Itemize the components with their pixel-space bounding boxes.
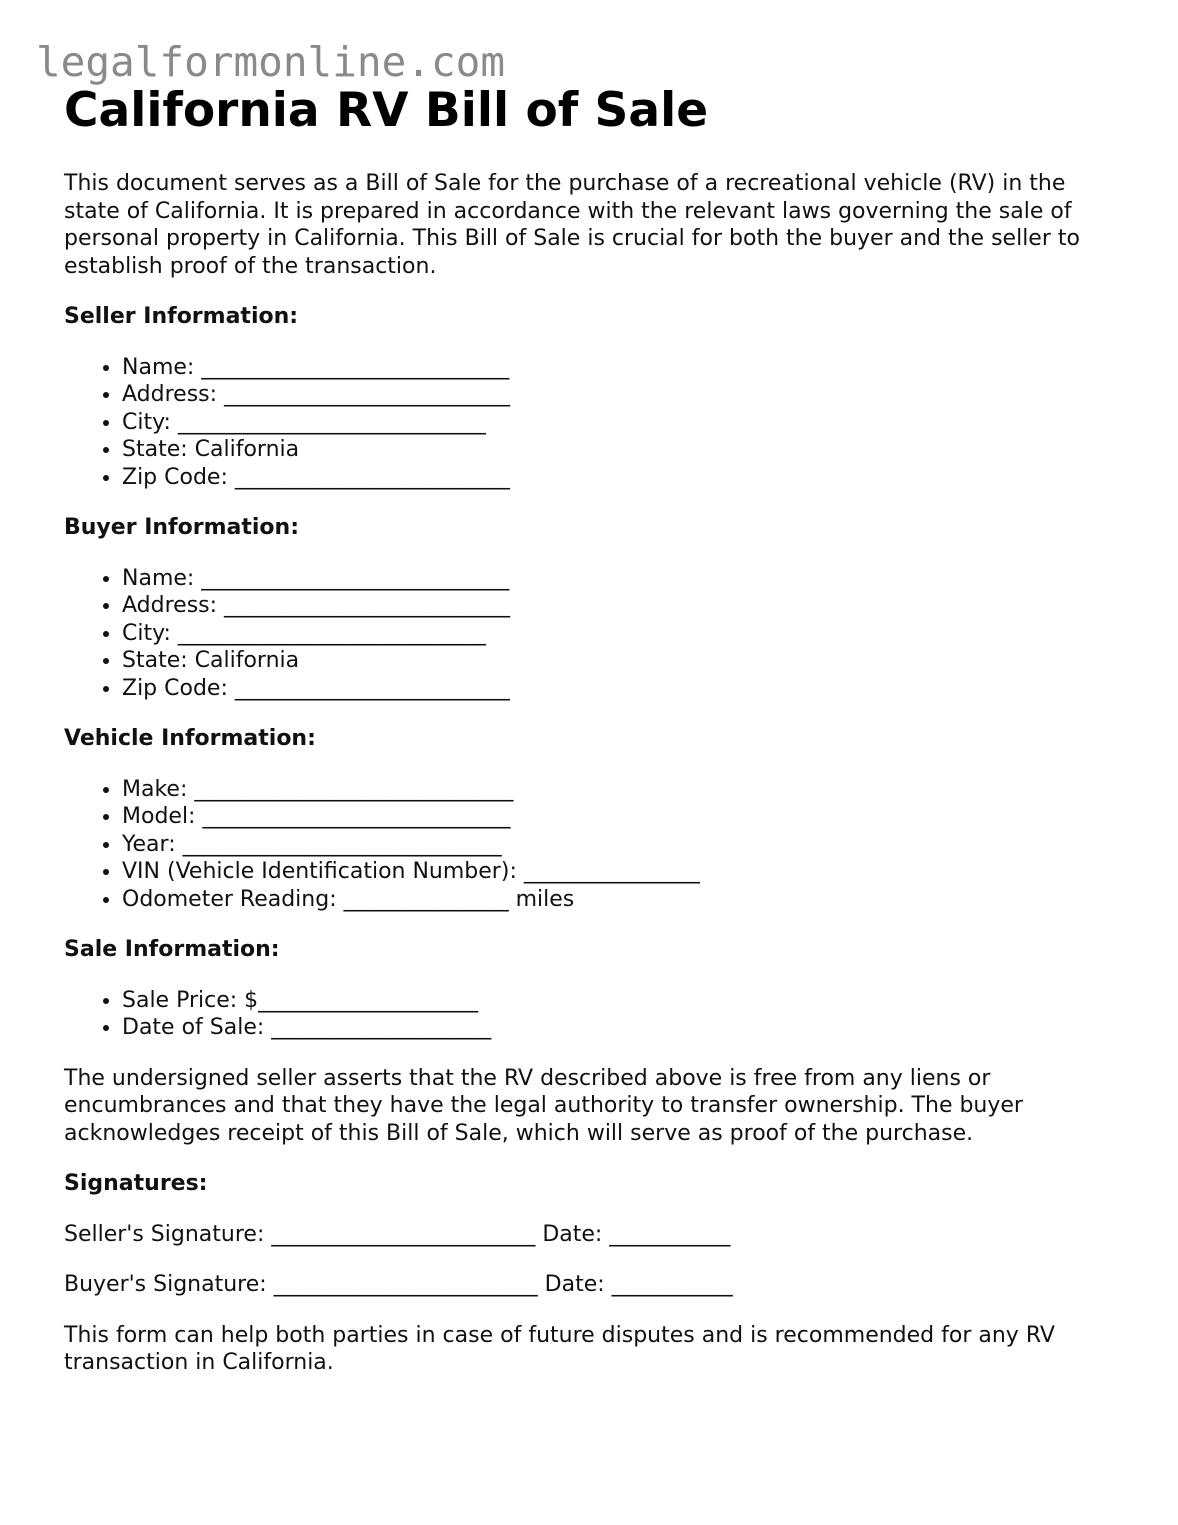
sale-date-field: • Date of Sale: ____________________ <box>122 1014 1124 1042</box>
document-title: California RV Bill of Sale <box>64 83 709 138</box>
buyer-name-field: • Name: ____________________________ <box>122 565 1124 593</box>
seller-address-field: • Address: __________________________ <box>122 381 1124 409</box>
buyer-state-field: • State: California <box>122 647 1124 675</box>
seller-signature-line: Seller's Signature: ________________________ Date: ___________ <box>64 1221 731 1247</box>
seller-state-field: • State: California <box>122 436 1124 464</box>
sale-info-list <box>64 987 1124 1042</box>
buyer-address-field: • Address: __________________________ <box>122 592 1124 620</box>
seller-info-list <box>64 354 1124 492</box>
buyer-city-field: • City: ____________________________ <box>122 620 1124 648</box>
seller-city-field: • City: ____________________________ <box>122 409 1124 437</box>
vehicle-odometer-field: • Odometer Reading: _______________ miles <box>122 886 1124 914</box>
seller-name-field: • Name: ____________________________ <box>122 354 1124 382</box>
intro-paragraph: This document serves as a Bill of Sale for the purchase of a recreational vehicle (RV) in the state of California. It is prepared in accordance with the relevant laws governing the sale of personal property in California. This Bill of Sale is crucial for both the buyer and the seller to establish proof of the transaction. <box>64 171 1080 279</box>
site-watermark: legalformonline.com <box>36 38 505 86</box>
seller-section-heading: Seller Information: <box>64 304 299 329</box>
buyer-signature-line: Buyer's Signature: ________________________ Date: ___________ <box>64 1272 733 1297</box>
buyer-info-list <box>64 565 1124 703</box>
vehicle-vin-field: • VIN (Vehicle Identification Number): ________________ <box>122 858 1124 886</box>
buyer-section-heading: Buyer Information: <box>64 515 299 540</box>
vehicle-info-list <box>64 776 1124 914</box>
vehicle-make-field: • Make: _____________________________ <box>122 776 1124 804</box>
vehicle-year-field: • Year: _____________________________ <box>122 831 1124 859</box>
sale-section-heading: Sale Information: <box>64 937 280 962</box>
seller-assertion-paragraph: The undersigned seller asserts that the RV described above is free from any liens or encumbrances and that they have the legal authority to transfer ownership. The buyer acknowledges receipt of this Bill of Sale, which will serve as proof of the purchase. <box>64 1065 1023 1146</box>
sale-price-field: • Sale Price: $____________________ <box>122 987 1124 1015</box>
buyer-zip-field: • Zip Code: _________________________ <box>122 675 1124 703</box>
closing-paragraph: This form can help both parties in case of future disputes and is recommended for any RV transaction in California. <box>64 1322 1055 1375</box>
vehicle-model-field: • Model: ____________________________ <box>122 803 1124 831</box>
vehicle-section-heading: Vehicle Information: <box>64 726 316 751</box>
document-page <box>64 82 1124 1377</box>
seller-zip-field: • Zip Code: _________________________ <box>122 464 1124 492</box>
signatures-section-heading: Signatures: <box>64 1171 208 1196</box>
